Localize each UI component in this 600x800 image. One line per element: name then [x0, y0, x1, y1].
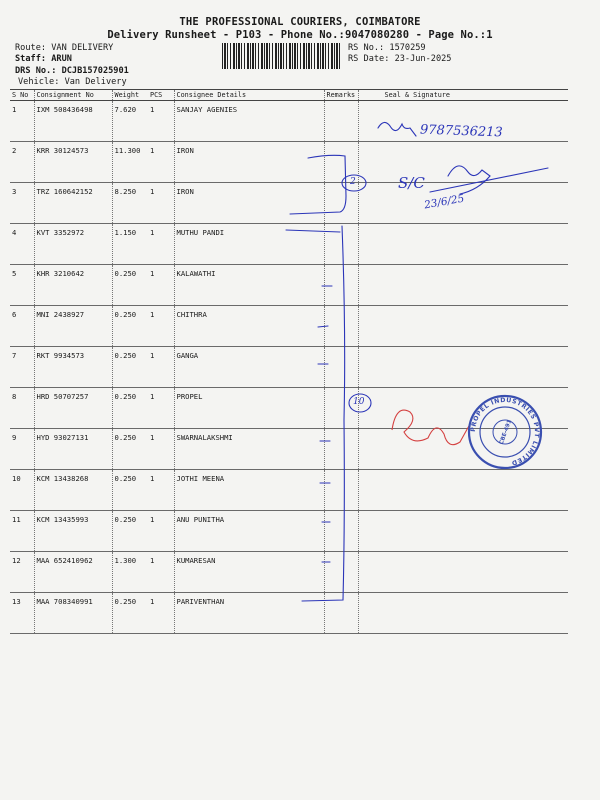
- signature-propel-red: [392, 410, 470, 445]
- cell-consignee: KALAWATHI: [174, 265, 324, 306]
- cell-sno: 4: [10, 224, 34, 265]
- cell-consignee: CHITHRA: [174, 306, 324, 347]
- cell-sno: 7: [10, 347, 34, 388]
- cell-weight: 7.620: [112, 101, 148, 142]
- cell-consignee: PROPEL: [174, 388, 324, 429]
- cell-sno: 3: [10, 183, 34, 224]
- ink-tick-6: [318, 326, 328, 327]
- company-title: THE PROFESSIONAL COURIERS, COIMBATORE: [179, 16, 421, 28]
- col-sno-header: S No: [10, 90, 34, 101]
- cell-sno: 12: [10, 552, 34, 593]
- cell-consignee: KUMARESAN: [174, 552, 324, 593]
- cell-pcs: 1: [148, 224, 174, 265]
- cell-sno: 5: [10, 265, 34, 306]
- ink-row4-tick: [286, 230, 340, 232]
- handwritten-date: 23/6/25: [423, 192, 466, 212]
- cell-pcs: 1: [148, 552, 174, 593]
- cell-weight: 0.250: [112, 511, 148, 552]
- cell-consignee: IRON: [174, 183, 324, 224]
- handwritten-phone: 9787536213: [419, 122, 503, 141]
- runsheet-subtitle: Delivery Runsheet - P103 - Phone No.:9047080280 - Page No.:1: [107, 29, 493, 41]
- cell-pcs: 1: [148, 101, 174, 142]
- cell-consignment: KCM 13435993: [34, 511, 112, 552]
- cell-pcs: 1: [148, 511, 174, 552]
- cell-pcs: 1: [148, 347, 174, 388]
- cell-consignment: RKT 9934573: [34, 347, 112, 388]
- cell-sno: 13: [10, 593, 34, 634]
- cell-pcs: 1: [148, 183, 174, 224]
- company-stamp: [469, 396, 541, 468]
- signature-row3: [430, 166, 548, 194]
- cell-weight: 0.250: [112, 306, 148, 347]
- rs-number: RS No.: 1570259: [348, 43, 426, 53]
- cell-weight: 0.250: [112, 593, 148, 634]
- cell-consignee: GANGA: [174, 347, 324, 388]
- ink-long-vertical: [302, 226, 345, 601]
- cell-consignment: MAA 708340991: [34, 593, 112, 634]
- cell-sno: 2: [10, 142, 34, 183]
- staff-label: Staff: ARUN: [15, 54, 72, 64]
- route-label: Route: VAN DELIVERY: [15, 43, 114, 53]
- cell-weight: 0.250: [112, 429, 148, 470]
- cell-weight: 1.300: [112, 552, 148, 593]
- cell-pcs: 1: [148, 142, 174, 183]
- cell-weight: 0.250: [112, 347, 148, 388]
- cell-sno: 8: [10, 388, 34, 429]
- cell-consignee: ANU PUNITHA: [174, 511, 324, 552]
- cell-consignment: MAA 652410962: [34, 552, 112, 593]
- cell-weight: 11.300: [112, 142, 148, 183]
- cell-weight: 1.150: [112, 224, 148, 265]
- cell-consignment: HYD 93027131: [34, 429, 112, 470]
- handwritten-count-10: 10: [353, 397, 365, 407]
- cell-sno: 11: [10, 511, 34, 552]
- cell-consignment: MNI 2438927: [34, 306, 112, 347]
- cell-pcs: 1: [148, 306, 174, 347]
- cell-sno: 6: [10, 306, 34, 347]
- cell-pcs: 1: [148, 429, 174, 470]
- col-seal-header: Seal & Signature: [358, 90, 568, 101]
- cell-consignee: PARIVENTHAN: [174, 593, 324, 634]
- vehicle-label: Vehicle: Van Delivery: [18, 77, 127, 87]
- cell-consignee: JOTHI MEENA: [174, 470, 324, 511]
- col-consignee-header: Consignee Details: [174, 90, 324, 101]
- signature-row1: [378, 122, 416, 136]
- stamp-ring-text: PROPEL INDUSTRIES PVT LIMITED: [469, 396, 541, 467]
- drs-number: DRS No.: DCJB157025901: [15, 66, 129, 76]
- cell-weight: 8.250: [112, 183, 148, 224]
- rs-date: RS Date: 23-Jun-2025: [348, 54, 452, 64]
- cell-pcs: 1: [148, 470, 174, 511]
- cell-consignee: SANJAY AGENIES: [174, 101, 324, 142]
- cell-consignment: KRR 30124573: [34, 142, 112, 183]
- cell-pcs: 1: [148, 388, 174, 429]
- cell-sno: 10: [10, 470, 34, 511]
- cell-consignment: KVT 3352972: [34, 224, 112, 265]
- cell-consignee: MUTHU PANDI: [174, 224, 324, 265]
- cell-consignment: TRZ 160642152: [34, 183, 112, 224]
- cell-consignment: KCM 13438268: [34, 470, 112, 511]
- cell-pcs: 1: [148, 265, 174, 306]
- handwritten-sc: S/C: [398, 174, 425, 192]
- col-consignment-header: Consignment No: [34, 90, 112, 101]
- cell-weight: 0.250: [112, 388, 148, 429]
- cell-consignee: IRON: [174, 142, 324, 183]
- cell-pcs: 1: [148, 593, 174, 634]
- cell-weight: 0.250: [112, 265, 148, 306]
- cell-consignment: KHR 3210642: [34, 265, 112, 306]
- stamp-center-text: CBE-491: [498, 419, 514, 446]
- cell-sno: 1: [10, 101, 34, 142]
- cell-consignment: HRD 50707257: [34, 388, 112, 429]
- cell-consignment: IXM 508436498: [34, 101, 112, 142]
- col-remarks-header: Remarks: [324, 90, 358, 101]
- col-pcs-header: PCS: [148, 90, 174, 101]
- ink-bracket-line: [290, 155, 346, 214]
- cell-consignee: SWARNALAKSHMI: [174, 429, 324, 470]
- cell-weight: 0.250: [112, 470, 148, 511]
- handwritten-count-2: 2: [350, 177, 356, 187]
- cell-sno: 9: [10, 429, 34, 470]
- col-weight-header: Weight: [112, 90, 148, 101]
